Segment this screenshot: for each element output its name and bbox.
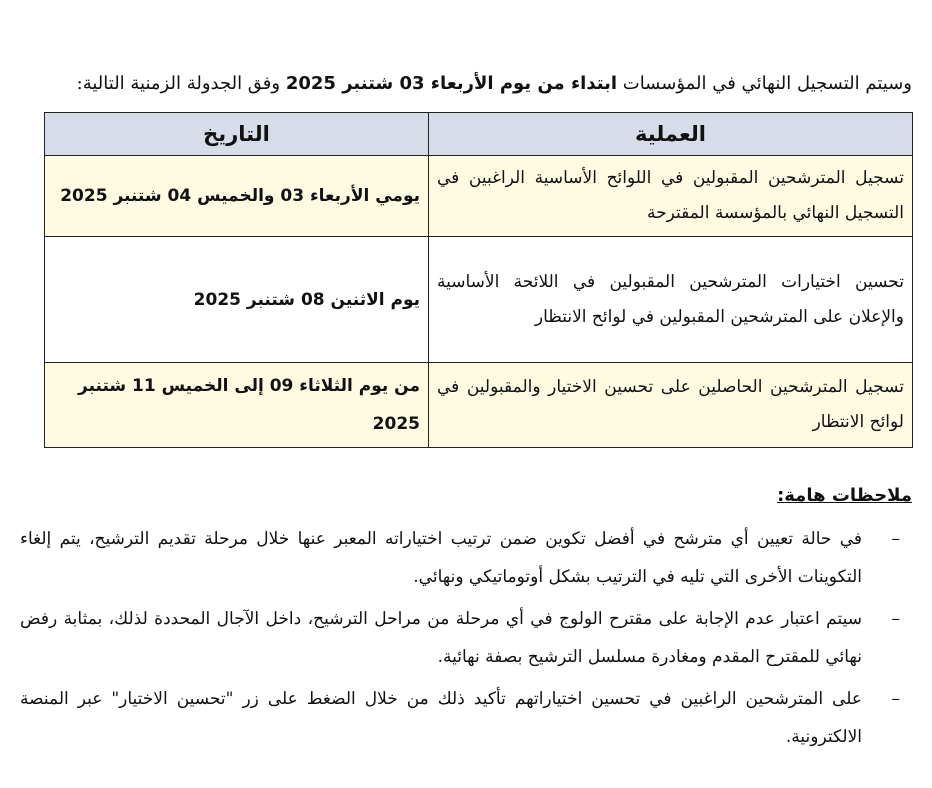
table-row	[45, 237, 913, 363]
dash-bullet-icon: –	[891, 689, 900, 709]
note-text: على المترشحين الراغبين في تحسين اختياراتهم تأكيد ذلك من خلال الضغط على زر "تحسين الاختيار" عبر المنصة الالكترونية.	[20, 689, 862, 747]
intro-paragraph	[30, 70, 912, 98]
header-date: التاريخ	[45, 113, 429, 156]
intro-text-after: وفق الجدولة الزمنية التالية:	[76, 73, 281, 94]
table-row	[45, 363, 913, 448]
dash-bullet-icon: –	[891, 529, 900, 549]
header-operation: العملية	[429, 113, 913, 156]
date-cell: يومي الأربعاء 03 والخميس 04 شتنبر 2025	[45, 156, 429, 237]
list-item	[20, 600, 912, 676]
operation-cell: تسجيل المترشحين الحاصلين على تحسين الاختيار والمقبولين في لوائح الانتظار	[429, 363, 913, 448]
notes-title: ملاحظات هامة:	[777, 485, 912, 506]
operation-cell: تحسين اختيارات المترشحين المقبولين في اللائحة الأساسية والإعلان على المترشحين المقبولين في لوائح الانتظار	[429, 237, 913, 363]
intro-text-bold: ابتداء من يوم الأربعاء 03 شتنبر 2025	[285, 73, 618, 94]
dash-bullet-icon: –	[891, 609, 900, 629]
notes-list	[20, 520, 912, 760]
operation-cell: تسجيل المترشحين المقبولين في اللوائح الأساسية الراغبين في التسجيل النهائي بالمؤسسة المقترحة	[429, 156, 913, 237]
date-cell: من يوم الثلاثاء 09 إلى الخميس 11 شتنبر 2025	[45, 363, 429, 448]
intro-text-before: وسيتم التسجيل النهائي في المؤسسات	[622, 73, 912, 94]
schedule-table	[44, 112, 913, 448]
list-item	[20, 520, 912, 596]
table-header-row	[45, 113, 913, 156]
list-item	[20, 680, 912, 756]
date-cell: يوم الاثنين 08 شتنبر 2025	[45, 237, 429, 363]
table-row	[45, 156, 913, 237]
note-text: في حالة تعيين أي مترشح في أفضل تكوين ضمن ترتيب اختياراته المعبر عنها خلال مرحلة تقديم الترشيح، يتم إلغاء التكوينات الأخرى التي تليه في الترتيب بشكل أوتوماتيكي ونهائي.	[20, 529, 862, 587]
note-text: سيتم اعتبار عدم الإجابة على مقترح الولوج في أي مرحلة من مراحل الترشيح، داخل الآجال المحددة لذلك، بمثابة رفض نهائي للمقترح المقدم ومغادرة مسلسل الترشيح بصفة نهائية.	[20, 609, 862, 667]
